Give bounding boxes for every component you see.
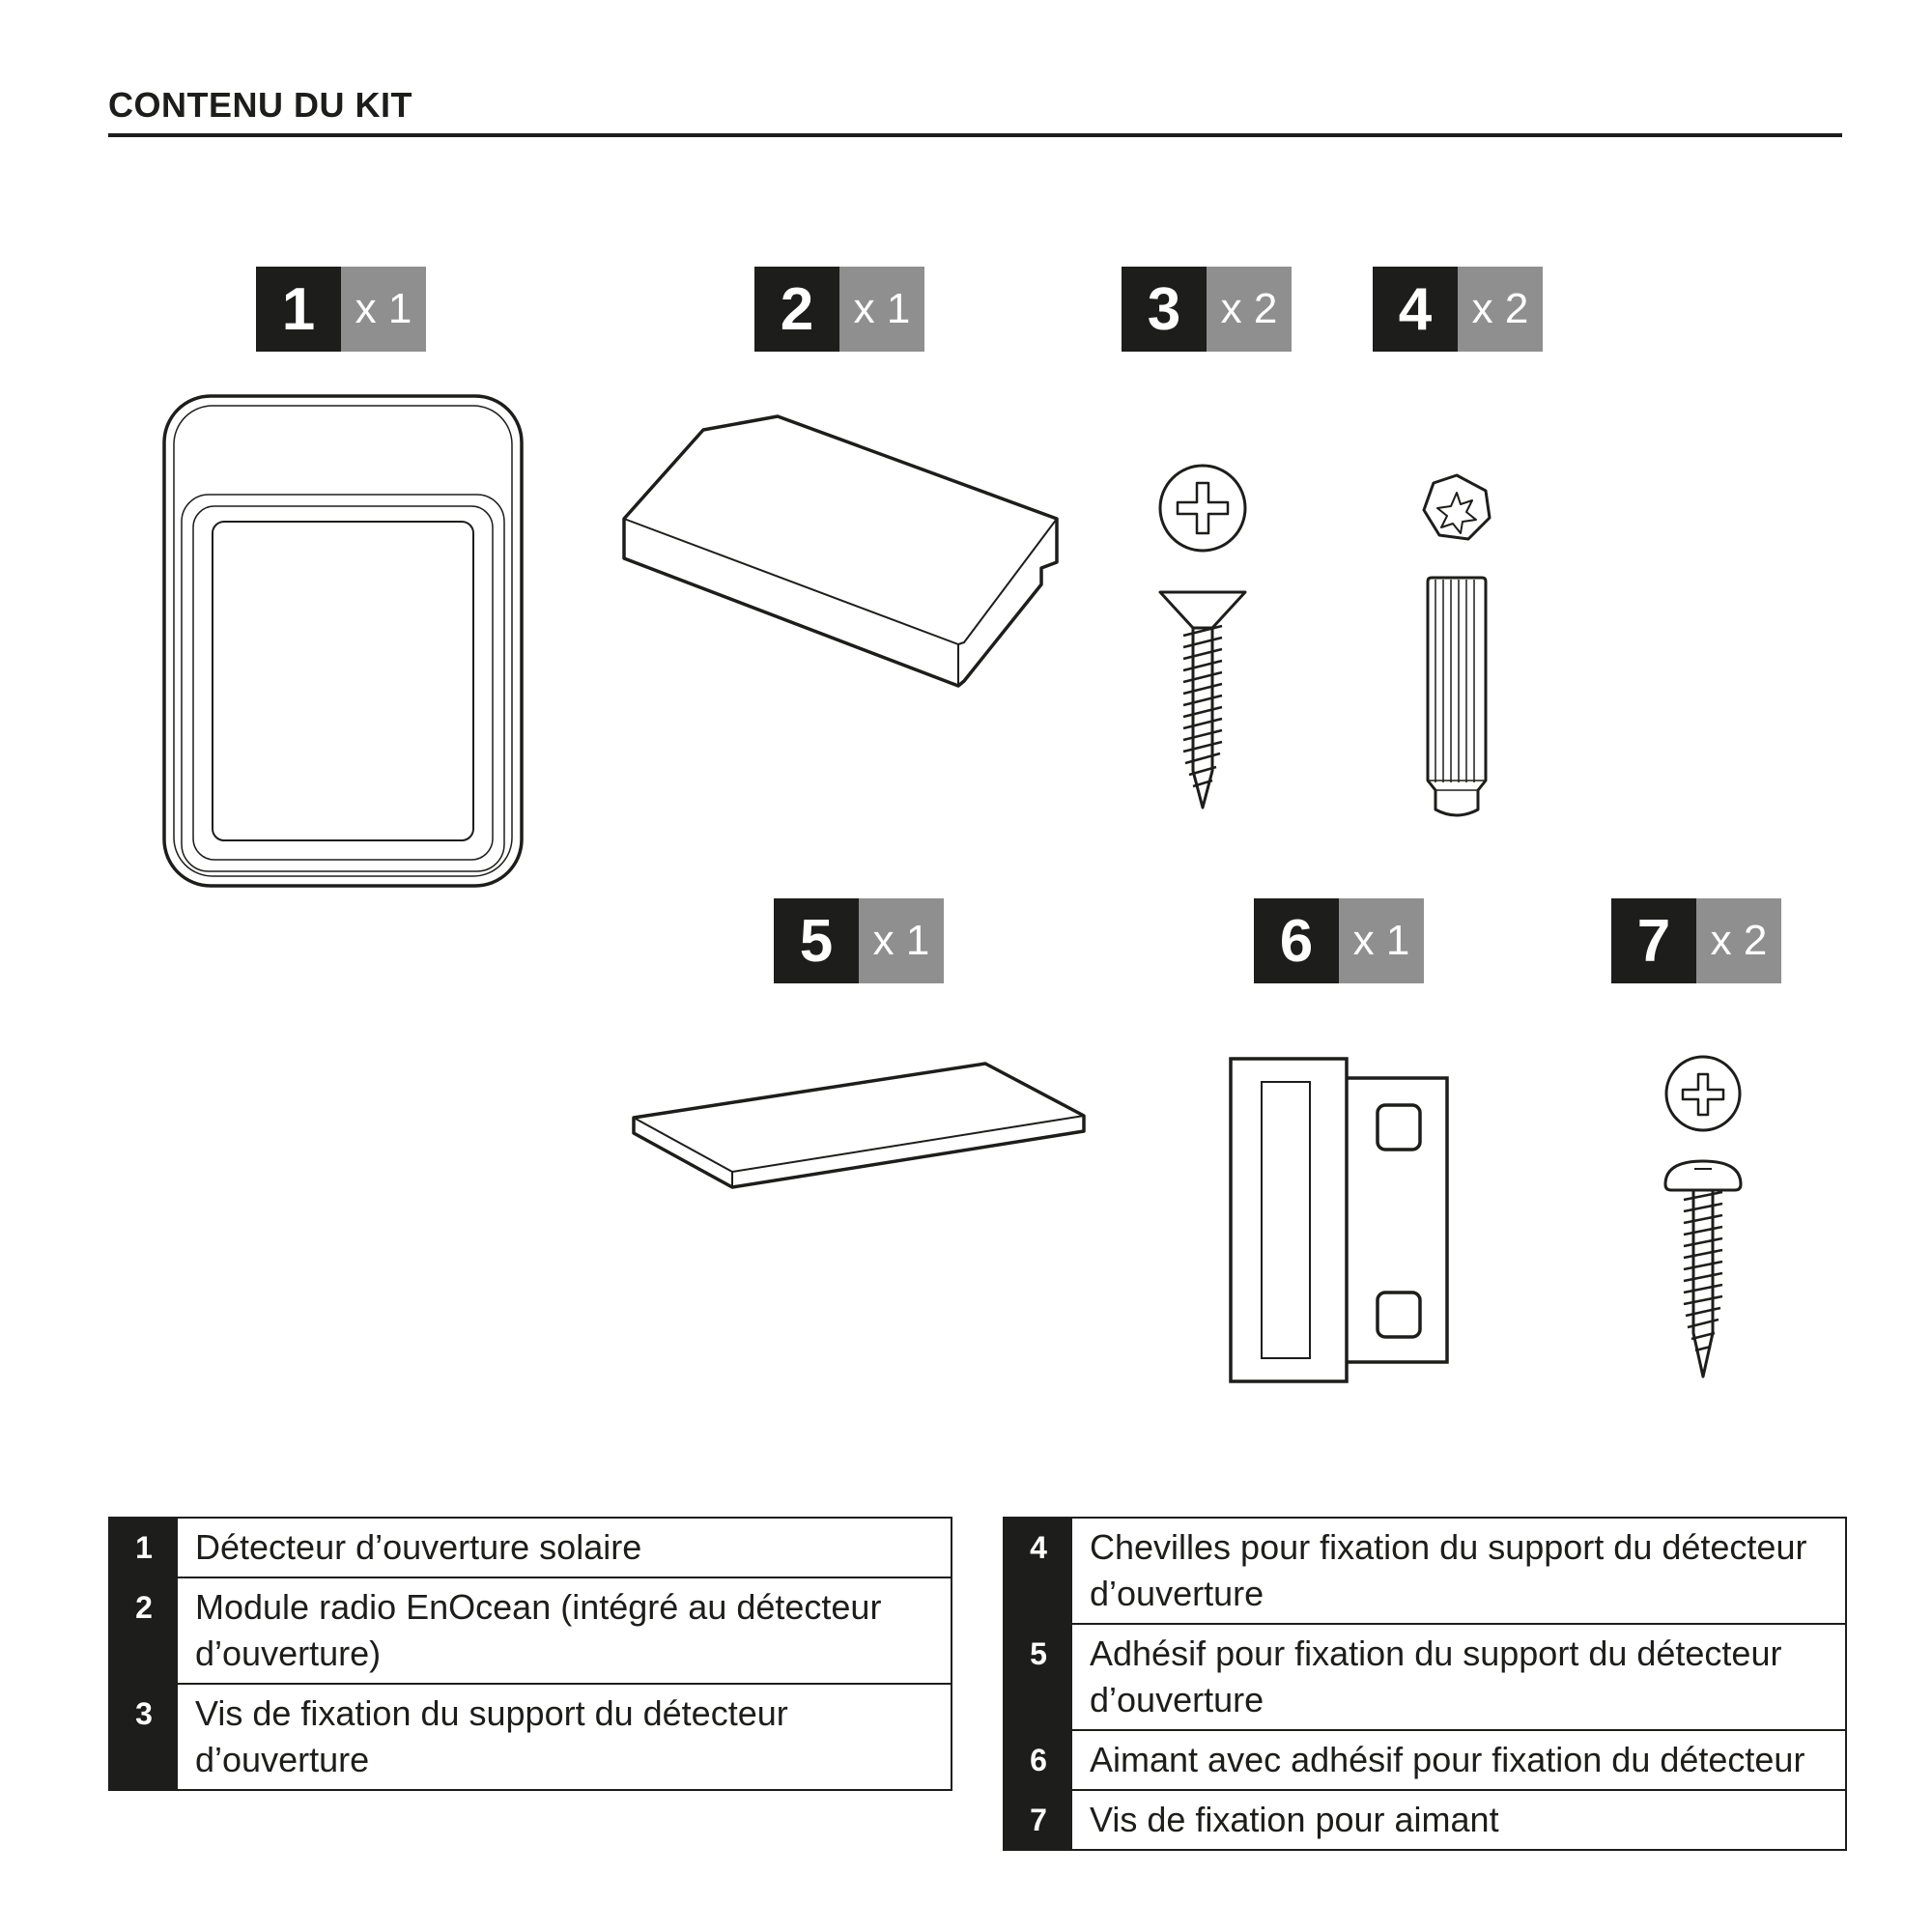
legend-row [1005, 1789, 1845, 1849]
legend-row [110, 1519, 951, 1577]
badge-item-4 [1373, 267, 1543, 352]
badge-item-6 [1254, 898, 1424, 983]
legend-table-left [108, 1517, 952, 1791]
page-title: CONTENU DU KIT [108, 85, 412, 125]
legend-number: 5 [1005, 1625, 1072, 1729]
radio-module-icon [618, 411, 1063, 696]
wall-plug-icon [1418, 471, 1495, 829]
legend-label: Module radio EnOcean (intégré au détecteur d’ouverture) [195, 1587, 882, 1673]
legend-number: 2 [110, 1578, 178, 1683]
badge-item-1 [256, 267, 426, 352]
badge-number: 2 [754, 267, 839, 352]
badge-number: 4 [1373, 267, 1458, 352]
badge-quantity: x 2 [1207, 267, 1292, 352]
badge-quantity: x 1 [839, 267, 924, 352]
legend-label: Détecteur d’ouverture solaire [195, 1527, 642, 1567]
badge-quantity: x 1 [341, 267, 426, 352]
legend-label: Aimant avec adhésif pour fixation du détecteur [1090, 1740, 1805, 1779]
badge-quantity: x 1 [1339, 898, 1424, 983]
legend-table-right [1003, 1517, 1847, 1851]
legend-number: 7 [1005, 1791, 1072, 1849]
legend-row [110, 1577, 951, 1683]
solar-detector-icon [155, 386, 531, 898]
badge-quantity: x 2 [1458, 267, 1543, 352]
legend-number: 3 [110, 1685, 178, 1789]
legend-number: 4 [1005, 1519, 1072, 1623]
badge-number: 3 [1122, 267, 1207, 352]
legend-label: Vis de fixation pour aimant [1090, 1800, 1499, 1839]
pan-head-screw-icon [1660, 1053, 1747, 1381]
magnet-icon [1225, 1053, 1457, 1386]
title-divider [108, 133, 1842, 137]
legend-row [1005, 1519, 1845, 1623]
countersunk-screw-icon [1154, 462, 1251, 824]
legend-row [110, 1683, 951, 1789]
legend-label: Adhésif pour fixation du support du détecteur d’ouverture [1090, 1634, 1782, 1719]
legend-label: Chevilles pour fixation du support du détecteur d’ouverture [1090, 1527, 1807, 1613]
legend-row [1005, 1623, 1845, 1729]
badge-item-2 [754, 267, 924, 352]
badge-number: 1 [256, 267, 341, 352]
legend-number: 6 [1005, 1731, 1072, 1789]
legend-number: 1 [110, 1519, 178, 1577]
badge-item-5 [774, 898, 944, 983]
legend-row [1005, 1729, 1845, 1789]
badge-item-3 [1122, 267, 1292, 352]
badge-number: 5 [774, 898, 859, 983]
badge-number: 6 [1254, 898, 1339, 983]
badge-number: 7 [1611, 898, 1696, 983]
badge-quantity: x 1 [859, 898, 944, 983]
badge-item-7 [1611, 898, 1781, 983]
adhesive-pad-icon [628, 1058, 1092, 1198]
legend-label: Vis de fixation du support du détecteur d’ouverture [195, 1693, 788, 1779]
badge-quantity: x 2 [1696, 898, 1781, 983]
